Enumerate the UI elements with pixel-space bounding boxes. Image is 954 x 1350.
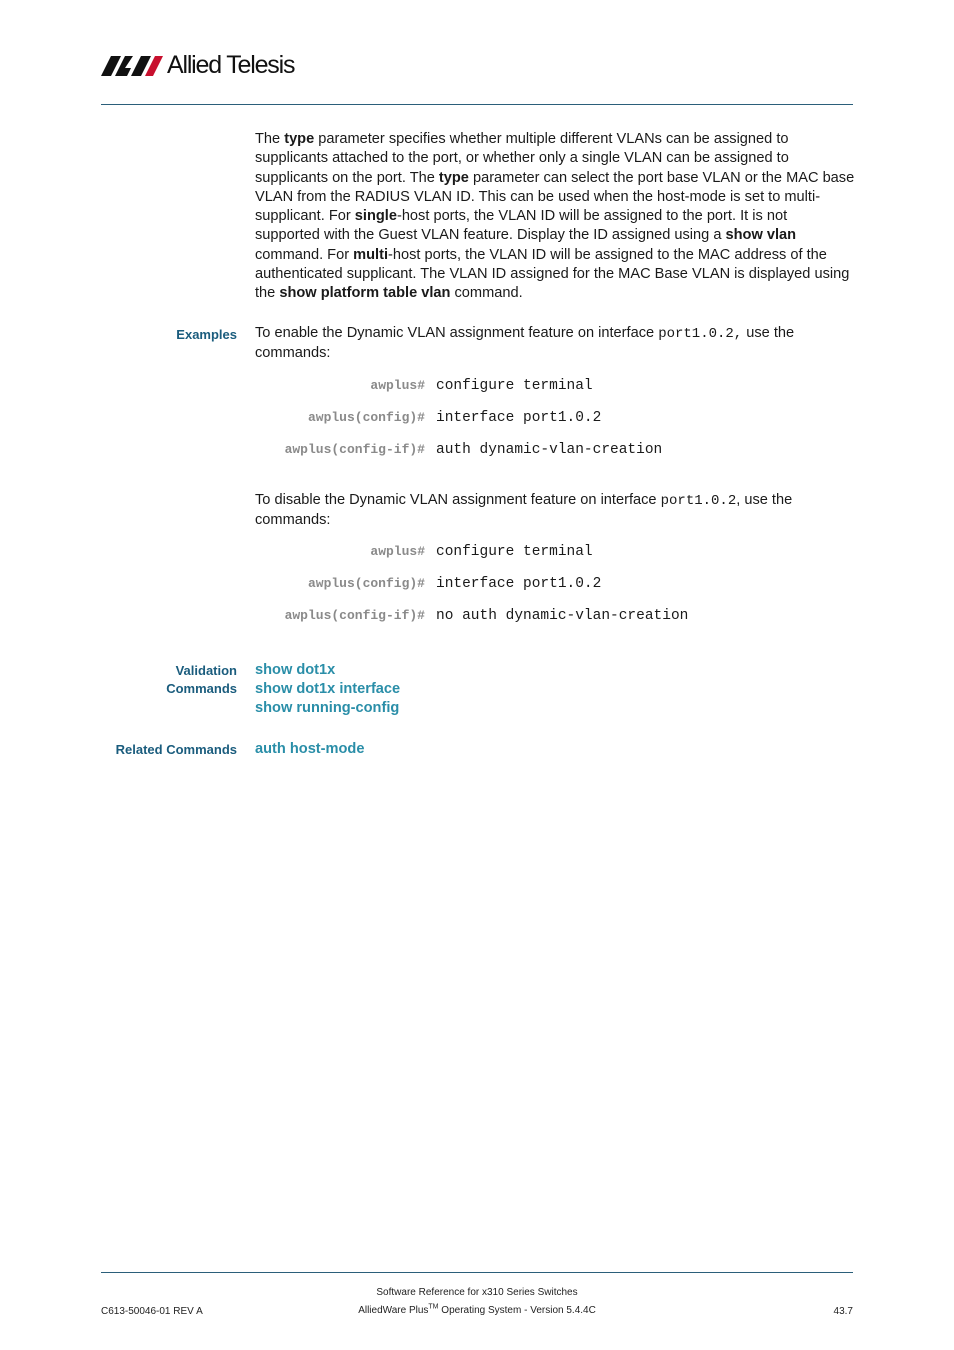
command-row xyxy=(101,376,853,396)
command-prompt: awplus# xyxy=(370,544,425,559)
validation-label xyxy=(101,662,237,698)
link-show-dot1x-interface[interactable]: show dot1x interface xyxy=(255,681,401,697)
enable-tail: use the commands: xyxy=(255,325,795,362)
intro-text: command. For xyxy=(255,246,354,263)
command-row xyxy=(101,574,853,594)
footer-version: Operating System - Version 5.4.4C xyxy=(438,1305,596,1316)
intro-keyword: type xyxy=(284,131,315,147)
enable-description xyxy=(255,324,853,364)
footer-rule xyxy=(101,1272,853,1273)
trademark-mark: TM xyxy=(428,1303,439,1311)
footer-product: AlliedWare Plus xyxy=(358,1305,429,1316)
disable-tail: , use the commands: xyxy=(255,492,793,529)
command-text: configure terminal xyxy=(436,544,593,560)
examples-label: Examples xyxy=(176,327,237,342)
command-row xyxy=(101,606,853,626)
link-show-running-config[interactable]: show running-config xyxy=(255,700,400,716)
command-prompt: awplus# xyxy=(370,378,425,393)
enable-text: To enable the Dynamic VLAN assignment feature on interface xyxy=(255,325,659,341)
command-text: interface port1.0.2 xyxy=(436,576,602,592)
command-text: interface port1.0.2 xyxy=(436,410,602,426)
command-text: configure terminal xyxy=(436,378,593,394)
related-commands-label: Related Commands xyxy=(115,742,237,757)
intro-text: The xyxy=(255,131,285,147)
command-prompt: awplus(config)# xyxy=(307,410,425,425)
intro-keyword: single xyxy=(354,208,397,225)
validation-label-line2: Commands xyxy=(166,681,237,696)
disable-description xyxy=(255,491,853,531)
command-text: no auth dynamic-vlan-creation xyxy=(436,608,689,624)
command-row xyxy=(101,440,853,460)
command-prompt: awplus(config)# xyxy=(307,576,425,591)
intro-paragraph xyxy=(255,130,855,304)
command-prompt: awplus(config-if)# xyxy=(284,608,425,623)
disable-text: To disable the Dynamic VLAN assignment feature on interface xyxy=(255,492,661,508)
footer-doc-id: C613-50046-01 REV A xyxy=(101,1306,203,1317)
logo-mark-icon xyxy=(101,54,163,76)
allied-telesis-logo xyxy=(101,50,294,80)
intro-text: -host ports, the VLAN ID will be assigned to the port. It is not supported with the Guest VLAN feature. Display the ID assigned using a xyxy=(255,208,788,244)
header-rule xyxy=(101,104,853,105)
command-row xyxy=(101,408,853,428)
link-auth-host-mode[interactable]: auth host-mode xyxy=(255,741,365,757)
disable-code: port1.0.2 xyxy=(660,493,737,509)
command-row xyxy=(101,542,853,562)
intro-keyword: show platform table vlan xyxy=(279,285,451,302)
intro-keyword: type xyxy=(438,169,469,186)
validation-label-line1: Validation xyxy=(175,663,237,678)
intro-keyword: show vlan xyxy=(725,227,797,244)
intro-text: command. xyxy=(450,285,523,302)
link-show-dot1x[interactable]: show dot1x xyxy=(255,662,336,678)
enable-code: port1.0.2, xyxy=(658,326,743,342)
intro-keyword: multi xyxy=(353,246,389,263)
intro-text: parameter specifies whether multiple different VLANs can be assigned to supplicants attached to the port, or whether only a single VLAN can be assigned to supplicants on the port. The xyxy=(255,131,789,186)
intro-text: -host ports, the VLAN ID will be assigned to the MAC address of the authenticated supplicant. The VLAN ID assigned for the MAC Base VLAN is displayed using the xyxy=(255,246,850,302)
footer-title: Software Reference for x310 Series Switches xyxy=(376,1287,578,1298)
command-text: auth dynamic-vlan-creation xyxy=(436,442,663,458)
command-prompt: awplus(config-if)# xyxy=(284,442,425,457)
logo-text: Allied Telesis xyxy=(167,51,295,79)
intro-text: parameter can select the port base VLAN or the MAC base VLAN from the RADIUS VLAN ID. This can be used when the host-mode is set to multi-supplicant. For xyxy=(255,169,855,225)
footer-page-number: 43.7 xyxy=(833,1306,853,1317)
